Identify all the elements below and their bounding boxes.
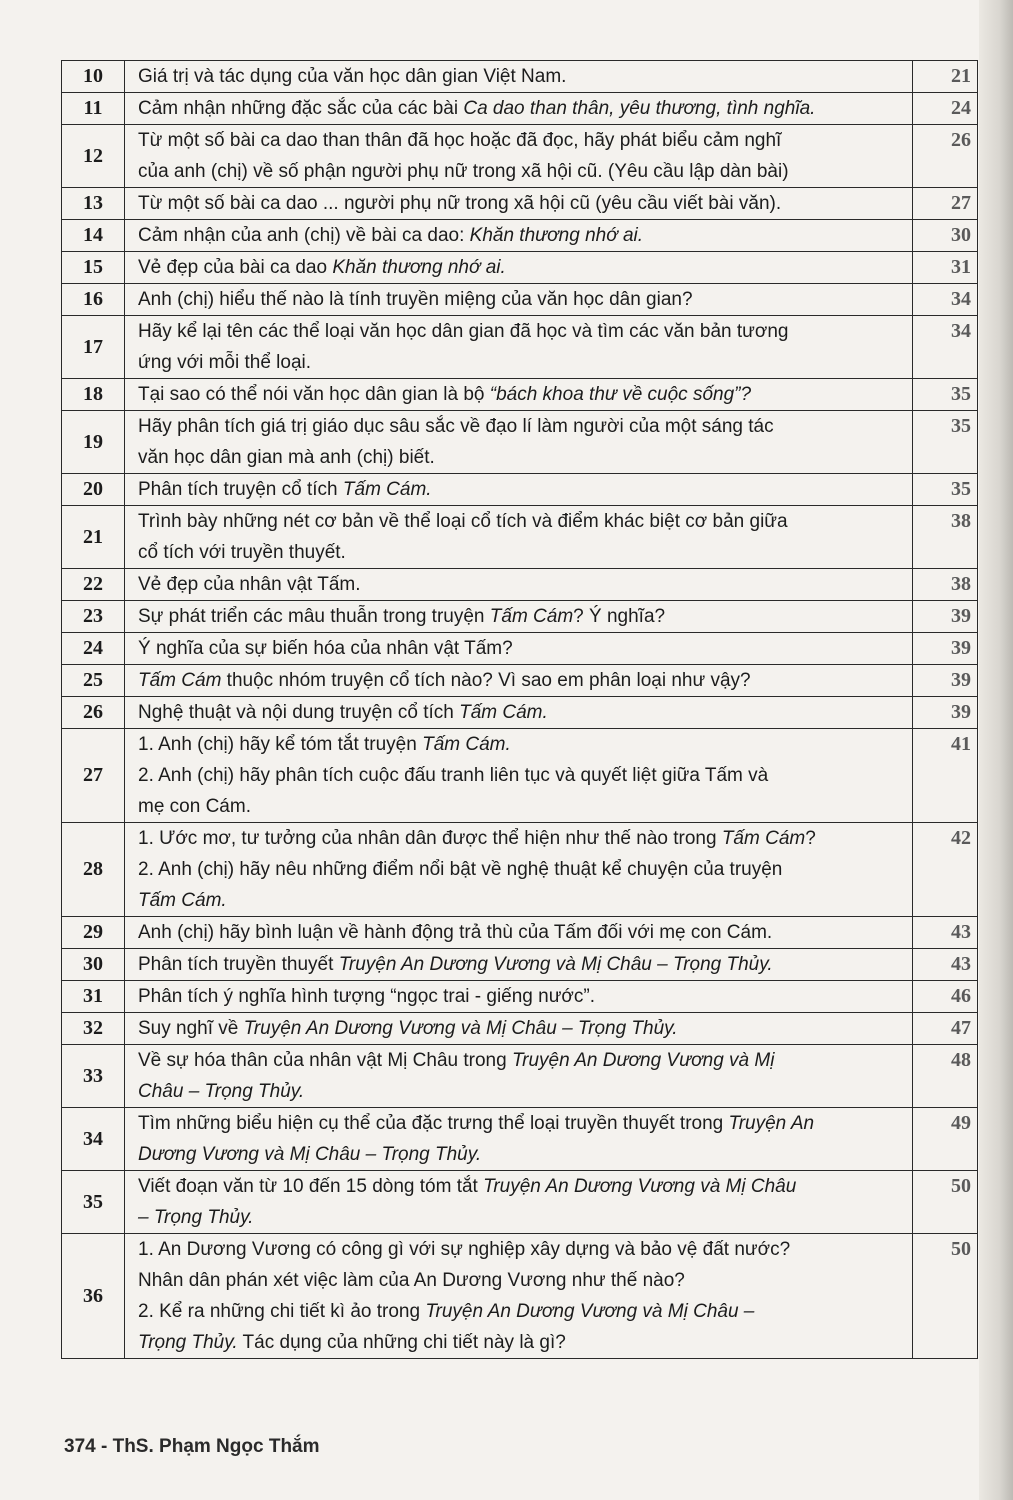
table-row <box>62 61 978 93</box>
question-segment: 1. An Dương Vương có công gì với sự nghiệp xây dựng và bảo vệ đất nước? <box>138 1239 791 1260</box>
italic-title-text: Truyện An Dương Vương và Mị Châu – <box>425 1301 755 1322</box>
question-line <box>138 760 902 791</box>
italic-title-text: Ca dao than thân, yêu thương, tình nghĩa. <box>463 98 816 119</box>
question-number: 23 <box>62 601 125 633</box>
question-line <box>138 633 902 664</box>
question-number: 18 <box>62 379 125 411</box>
italic-title-text: Truyện An Dương Vương và Mị Châu – Trọng Thủy. <box>338 954 773 975</box>
question-line <box>138 1076 902 1107</box>
question-text <box>125 61 913 93</box>
question-number: 13 <box>62 188 125 220</box>
question-number: 30 <box>62 949 125 981</box>
question-text <box>125 220 913 252</box>
question-segment: văn học dân gian mà anh (chị) biết. <box>138 447 435 468</box>
table-row <box>62 949 978 981</box>
question-segment: Anh (chị) hiểu thế nào là tính truyền miệng của văn học dân gian? <box>138 289 693 310</box>
question-text <box>125 949 913 981</box>
toc-table <box>61 60 978 1359</box>
italic-title-text: Trọng Thủy. <box>138 1332 238 1353</box>
question-text <box>125 411 913 474</box>
page-reference: 26 <box>913 125 978 188</box>
page-reference: 31 <box>913 252 978 284</box>
question-segment: cổ tích với truyền thuyết. <box>138 542 346 563</box>
table-row <box>62 379 978 411</box>
page-reference: 39 <box>913 633 978 665</box>
italic-title-text: Tấm Cám. <box>459 702 548 723</box>
italic-title-text: Tấm Cám. <box>138 890 227 911</box>
question-number: 27 <box>62 729 125 823</box>
question-text <box>125 93 913 125</box>
question-line <box>138 1045 902 1076</box>
question-text <box>125 729 913 823</box>
page-reference: 34 <box>913 284 978 316</box>
question-line <box>138 93 902 124</box>
question-line <box>138 1013 902 1044</box>
question-line <box>138 823 902 854</box>
question-line <box>138 474 902 505</box>
question-segment: Anh (chị) hãy bình luận về hành động trả thù của Tấm đối với mẹ con Cám. <box>138 922 773 943</box>
question-number: 35 <box>62 1171 125 1234</box>
italic-title-text: – Trọng Thủy. <box>138 1207 254 1228</box>
page-reference: 39 <box>913 665 978 697</box>
page-reference: 35 <box>913 411 978 474</box>
question-segment: Vẻ đẹp của bài ca dao <box>138 257 333 278</box>
table-row <box>62 1234 978 1359</box>
page-reference: 39 <box>913 697 978 729</box>
table-row <box>62 1171 978 1234</box>
question-number: 29 <box>62 917 125 949</box>
question-text <box>125 316 913 379</box>
table-row <box>62 411 978 474</box>
question-segment: Từ một số bài ca dao than thân đã học hoặc đã đọc, hãy phát biểu cảm nghĩ <box>138 130 782 151</box>
question-line <box>138 917 902 948</box>
question-number: 33 <box>62 1045 125 1108</box>
italic-title-text: Khăn thương nhớ ai. <box>332 257 506 278</box>
page-reference: 39 <box>913 601 978 633</box>
italic-title-text: Tấm Cám. <box>422 734 511 755</box>
question-segment: Vẻ đẹp của nhân vật Tấm. <box>138 574 361 595</box>
italic-title-text: Dương Vương và Mị Châu – Trọng Thủy. <box>138 1144 482 1165</box>
page-reference: 35 <box>913 474 978 506</box>
footer-page-number: 374 - <box>64 1436 113 1457</box>
italic-title-text: “bách khoa thư về cuộc sống”? <box>489 384 752 405</box>
question-number: 12 <box>62 125 125 188</box>
table-row <box>62 316 978 379</box>
question-text <box>125 1234 913 1359</box>
question-segment: Tại sao có thể nói văn học dân gian là bộ <box>138 384 490 405</box>
question-text <box>125 252 913 284</box>
question-line <box>138 569 902 600</box>
question-line <box>138 981 902 1012</box>
question-line <box>138 729 902 760</box>
question-line <box>138 1296 902 1327</box>
table-row <box>62 697 978 729</box>
question-segment: Suy nghĩ về <box>138 1018 244 1039</box>
question-line <box>138 1171 902 1202</box>
question-line <box>138 1139 902 1170</box>
question-number: 11 <box>62 93 125 125</box>
question-number: 34 <box>62 1108 125 1171</box>
page-reference: 38 <box>913 569 978 601</box>
question-number: 15 <box>62 252 125 284</box>
italic-title-text: Tấm Cám. <box>342 479 432 500</box>
question-segment: Cảm nhận những đặc sắc của các bài <box>138 98 464 119</box>
question-segment: ứng với mỗi thể loại. <box>138 352 312 373</box>
question-line <box>138 1234 902 1265</box>
italic-title-text: Châu – Trọng Thủy. <box>138 1081 305 1102</box>
question-segment: Giá trị và tác dụng của văn học dân gian Việt Nam. <box>138 66 567 87</box>
question-line <box>138 220 902 251</box>
table-row <box>62 917 978 949</box>
table-row <box>62 1045 978 1108</box>
question-text <box>125 633 913 665</box>
footer-author: ThS. Phạm Ngọc Thắm <box>112 1436 320 1457</box>
table-row <box>62 569 978 601</box>
question-segment: 2. Anh (chị) hãy phân tích cuộc đấu tranh liên tục và quyết liệt giữa Tấm và <box>138 765 769 786</box>
page-reference: 34 <box>913 316 978 379</box>
question-text <box>125 1013 913 1045</box>
italic-title-text: Truyện An Dương Vương và Mị <box>511 1050 775 1071</box>
table-row <box>62 729 978 823</box>
question-segment: Ý nghĩa của sự biến hóa của nhân vật Tấm? <box>138 638 513 659</box>
table-row <box>62 252 978 284</box>
page-reference: 47 <box>913 1013 978 1045</box>
table-row <box>62 220 978 252</box>
italic-title-text: Truyện An Dương Vương và Mị Châu – Trọng Thủy. <box>243 1018 678 1039</box>
question-text <box>125 601 913 633</box>
question-line <box>138 949 902 980</box>
question-segment: Hãy phân tích giá trị giáo dục sâu sắc về đạo lí làm người của một sáng tác <box>138 416 774 437</box>
question-segment: Viết đoạn văn từ 10 đến 15 dòng tóm tắt <box>138 1176 484 1197</box>
question-segment: 1. Ước mơ, tư tưởng của nhân dân được thể hiện như thế nào trong <box>138 828 722 849</box>
question-segment: của anh (chị) về số phận người phụ nữ trong xã hội cũ. (Yêu cầu lập dàn bài) <box>138 161 789 182</box>
italic-title-text: Tấm Cám <box>138 670 222 691</box>
question-line <box>138 791 902 822</box>
italic-title-text: Truyện An <box>728 1113 815 1134</box>
question-number: 31 <box>62 981 125 1013</box>
question-number: 16 <box>62 284 125 316</box>
table-row <box>62 665 978 697</box>
question-number: 10 <box>62 61 125 93</box>
question-line <box>138 379 902 410</box>
question-text <box>125 823 913 917</box>
page-edge-shadow <box>979 0 1013 1500</box>
question-segment: Hãy kể lại tên các thể loại văn học dân gian đã học và tìm các văn bản tương <box>138 321 789 342</box>
italic-title-text: Tấm Cám <box>721 828 806 849</box>
page-reference: 30 <box>913 220 978 252</box>
question-segment: Phân tích truyền thuyết <box>138 954 339 975</box>
italic-title-text: Khăn thương nhớ ai. <box>469 225 644 246</box>
question-line <box>138 61 902 92</box>
question-segment: Cảm nhận của anh (chị) về bài ca dao: <box>138 225 470 246</box>
question-text <box>125 284 913 316</box>
question-text <box>125 474 913 506</box>
table-row <box>62 93 978 125</box>
question-segment: Phân tích ý nghĩa hình tượng “ngọc trai - giếng nước”. <box>138 986 595 1007</box>
question-line <box>138 1202 902 1233</box>
question-text <box>125 379 913 411</box>
table-row <box>62 474 978 506</box>
question-segment: 2. Kể ra những chi tiết kì ảo trong <box>138 1301 426 1322</box>
question-number: 17 <box>62 316 125 379</box>
question-line <box>138 885 902 916</box>
question-text <box>125 697 913 729</box>
question-segment: ? <box>805 828 816 849</box>
question-number: 36 <box>62 1234 125 1359</box>
question-text <box>125 981 913 1013</box>
question-segment: Nhân dân phán xét việc làm của An Dương Vương như thế nào? <box>138 1270 685 1291</box>
question-line <box>138 252 902 283</box>
question-text <box>125 1108 913 1171</box>
table-row <box>62 1013 978 1045</box>
page-reference: 43 <box>913 917 978 949</box>
question-number: 20 <box>62 474 125 506</box>
table-row <box>62 506 978 569</box>
table-row <box>62 601 978 633</box>
page-reference: 46 <box>913 981 978 1013</box>
question-segment: 2. Anh (chị) hãy nêu những điểm nổi bật về nghệ thuật kể chuyện của truyện <box>138 859 783 880</box>
question-line <box>138 697 902 728</box>
page-reference: 27 <box>913 188 978 220</box>
question-segment: Phân tích truyện cổ tích <box>138 479 343 500</box>
question-text <box>125 917 913 949</box>
question-text <box>125 188 913 220</box>
table-row <box>62 125 978 188</box>
page-reference: 24 <box>913 93 978 125</box>
question-line <box>138 854 902 885</box>
question-number: 22 <box>62 569 125 601</box>
page-reference: 42 <box>913 823 978 917</box>
question-line <box>138 442 902 473</box>
italic-title-text: Tấm Cám <box>489 606 574 627</box>
question-line <box>138 1265 902 1296</box>
question-line <box>138 411 902 442</box>
table-row <box>62 981 978 1013</box>
question-number: 26 <box>62 697 125 729</box>
question-line <box>138 665 902 696</box>
page-reference: 21 <box>913 61 978 93</box>
question-segment: 1. Anh (chị) hãy kể tóm tắt truyện <box>138 734 423 755</box>
question-segment: Trình bày những nét cơ bản về thể loại cổ tích và điểm khác biệt cơ bản giữa <box>138 511 788 532</box>
page-footer <box>64 1436 320 1458</box>
page-reference: 48 <box>913 1045 978 1108</box>
question-text <box>125 665 913 697</box>
question-segment: ? Ý nghĩa? <box>573 606 666 627</box>
question-text <box>125 506 913 569</box>
toc-body <box>62 61 978 1359</box>
question-segment: mẹ con Cám. <box>138 796 251 817</box>
page-reference: 49 <box>913 1108 978 1171</box>
table-row <box>62 1108 978 1171</box>
table-row <box>62 633 978 665</box>
question-line <box>138 506 902 537</box>
table-row <box>62 823 978 917</box>
question-number: 24 <box>62 633 125 665</box>
question-segment: thuộc nhóm truyện cổ tích nào? Vì sao em phân loại như vậy? <box>221 670 751 691</box>
question-number: 14 <box>62 220 125 252</box>
page-reference: 41 <box>913 729 978 823</box>
question-number: 32 <box>62 1013 125 1045</box>
page-reference: 35 <box>913 379 978 411</box>
question-line <box>138 1108 902 1139</box>
question-line <box>138 284 902 315</box>
question-segment: Sự phát triển các mâu thuẫn trong truyện <box>138 606 490 627</box>
question-number: 25 <box>62 665 125 697</box>
page-reference: 50 <box>913 1171 978 1234</box>
question-segment: Tìm những biểu hiện cụ thể của đặc trưng thể loại truyền thuyết trong <box>138 1113 729 1134</box>
question-line <box>138 537 902 568</box>
italic-title-text: Truyện An Dương Vương và Mị Châu <box>483 1176 797 1197</box>
question-line <box>138 1327 902 1358</box>
question-line <box>138 347 902 378</box>
table-row <box>62 284 978 316</box>
question-line <box>138 188 902 219</box>
question-line <box>138 601 902 632</box>
question-number: 19 <box>62 411 125 474</box>
question-text <box>125 1045 913 1108</box>
question-segment: Nghệ thuật và nội dung truyện cổ tích <box>138 702 460 723</box>
question-text <box>125 125 913 188</box>
question-segment: Về sự hóa thân của nhân vật Mị Châu trong <box>138 1050 512 1071</box>
question-number: 28 <box>62 823 125 917</box>
question-line <box>138 316 902 347</box>
question-line <box>138 156 902 187</box>
question-text <box>125 569 913 601</box>
question-segment: Từ một số bài ca dao ... người phụ nữ trong xã hội cũ (yêu cầu viết bài văn). <box>138 193 782 214</box>
page-reference: 43 <box>913 949 978 981</box>
question-text <box>125 1171 913 1234</box>
question-number: 21 <box>62 506 125 569</box>
table-row <box>62 188 978 220</box>
page-reference: 50 <box>913 1234 978 1359</box>
question-line <box>138 125 902 156</box>
question-segment: Tác dụng của những chi tiết này là gì? <box>237 1332 566 1353</box>
page-reference: 38 <box>913 506 978 569</box>
